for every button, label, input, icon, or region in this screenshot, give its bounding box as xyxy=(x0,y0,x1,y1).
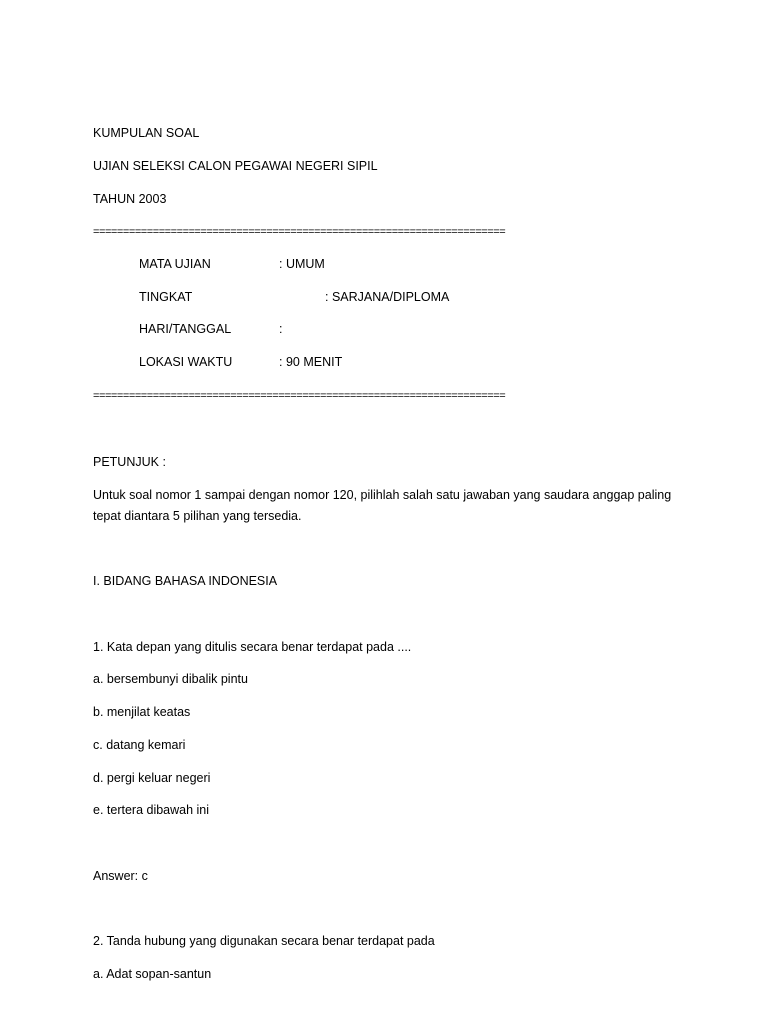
question-1-answer: Answer: c xyxy=(93,869,148,883)
exam-info-label-level: TINGKAT xyxy=(139,290,193,304)
document-year: TAHUN 2003 xyxy=(93,192,167,206)
document-title: KUMPULAN SOAL xyxy=(93,126,200,140)
divider-bottom: ===================================================================== xyxy=(93,390,506,402)
instructions-text: Untuk soal nomor 1 sampai dengan nomor 120, pilihlah salah satu jawaban yang saudara anggap paling tepat diantara 5 pilihan yang tersedia. xyxy=(93,488,672,523)
document-subtitle: UJIAN SELEKSI CALON PEGAWAI NEGERI SIPIL xyxy=(93,159,378,173)
question-1-option-c: c. datang kemari xyxy=(93,738,186,752)
question-1-option-d: d. pergi keluar negeri xyxy=(93,771,211,785)
exam-info-label-subject: MATA UJIAN xyxy=(139,257,211,271)
question-2-option-a: a. Adat sopan-santun xyxy=(93,967,212,981)
question-1-option-a: a. bersembunyi dibalik pintu xyxy=(93,672,248,686)
question-1-text: 1. Kata depan yang ditulis secara benar terdapat pada .... xyxy=(93,640,412,654)
instructions-heading: PETUNJUK : xyxy=(93,455,166,469)
exam-info-value-duration: : 90 MENIT xyxy=(279,355,343,369)
question-1-option-e: e. tertera dibawah ini xyxy=(93,803,210,817)
exam-info-label-date: HARI/TANGGAL xyxy=(139,322,232,336)
divider-top: ===================================================================== xyxy=(93,226,506,238)
exam-info-value-subject: : UMUM xyxy=(279,257,325,271)
exam-info-label-duration: LOKASI WAKTU xyxy=(139,355,233,369)
question-1-option-b: b. menjilat keatas xyxy=(93,705,191,719)
exam-info-value-level: : SARJANA/DIPLOMA xyxy=(325,290,450,304)
section-title: I. BIDANG BAHASA INDONESIA xyxy=(93,574,278,588)
question-2-text: 2. Tanda hubung yang digunakan secara benar terdapat pada xyxy=(93,934,435,948)
exam-info-value-date: : xyxy=(279,322,283,336)
